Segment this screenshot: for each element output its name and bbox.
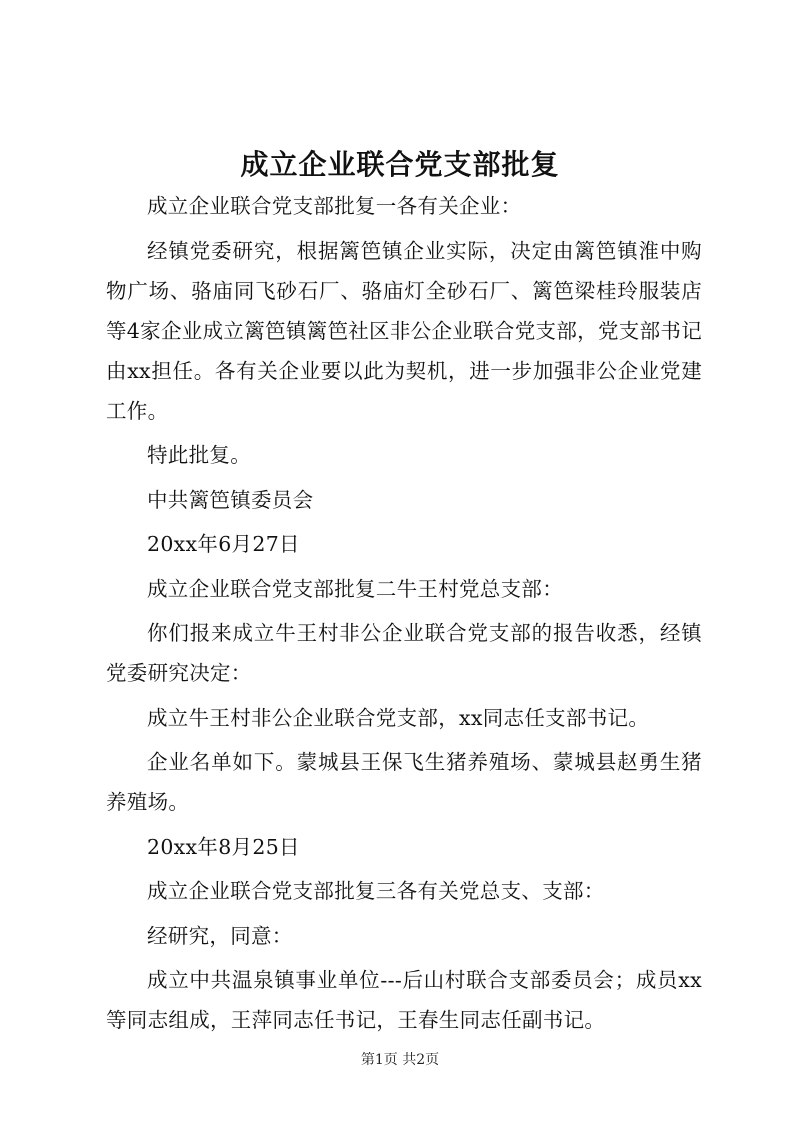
- paragraph-12: 经研究，同意：: [147, 923, 293, 948]
- paragraph-9: 企业名单如下。蒙城县王保飞生猪养殖场、蒙城县赵勇生猪养殖场。: [106, 750, 702, 814]
- paragraph-3: 特此批复。: [147, 443, 251, 467]
- signature-org: 中共篱笆镇委员会: [147, 487, 314, 512]
- page-footer: 第1页 共2页: [360, 1052, 440, 1068]
- date-2: 20xx年8月25日: [147, 834, 300, 859]
- paragraph-2: 经镇党委研究，根据篱笆镇企业实际，决定由篱笆镇淮中购物广场、骆庙同飞砂石厂、骆庙灯全砂石厂、篱笆梁桂玲服装店等4家企业成立篱笆镇篱笆社区非公企业联合党支部，党支部书记由xx担任。各有关企业要以此为契机，进一步加强非公企业党建工作。: [106, 238, 702, 423]
- paragraph-7: 你们报来成立牛王村非公企业联合党支部的报告收悉，经镇党委研究决定：: [106, 621, 702, 685]
- document-title: 成立企业联合党支部批复: [240, 148, 560, 181]
- paragraph-6: 成立企业联合党支部批复二牛王村党总支部：: [147, 576, 563, 601]
- paragraph-13: 成立中共温泉镇事业单位---后山村联合支部委员会；成员xx等同志组成，王萍同志任书记，王春生同志任副书记。: [106, 968, 702, 1032]
- paragraph-8: 成立牛王村非公企业联合党支部，xx同志任支部书记。: [147, 705, 650, 730]
- date-1: 20xx年6月27日: [147, 532, 300, 556]
- paragraph-11: 成立企业联合党支部批复三各有关党总支、支部：: [147, 879, 605, 903]
- paragraph-1: 成立企业联合党支部批复一各有关企业：: [147, 194, 522, 218]
- document-body: [106, 186, 702, 1045]
